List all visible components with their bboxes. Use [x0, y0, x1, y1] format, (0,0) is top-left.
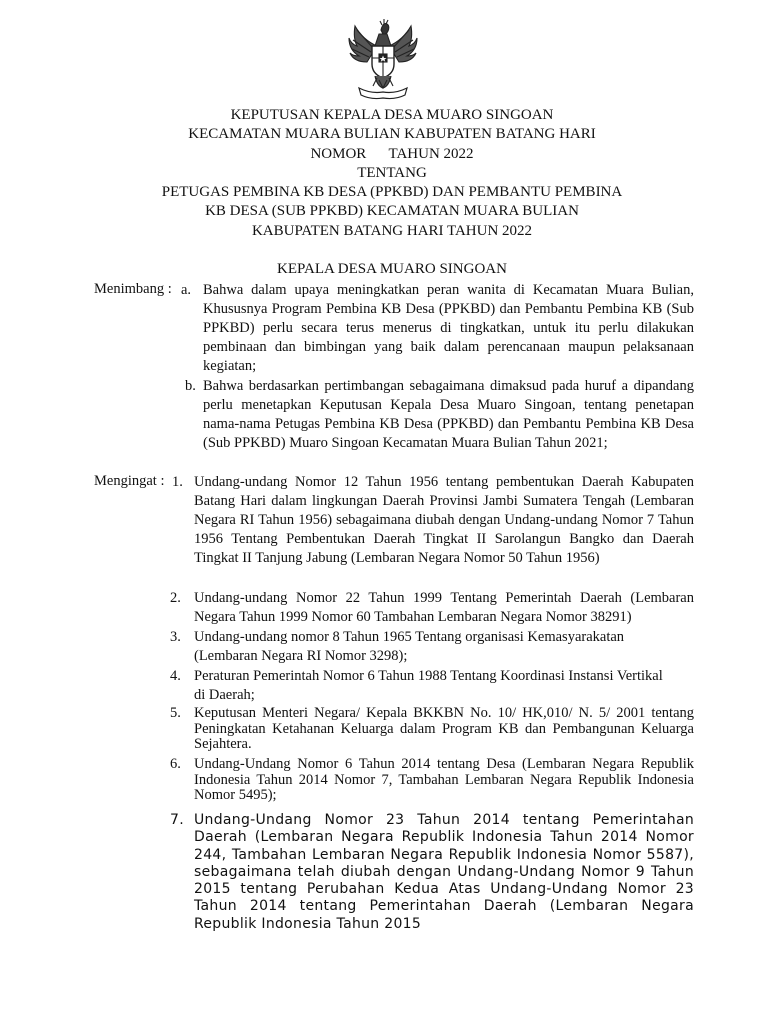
item-number: 3. — [170, 629, 181, 645]
heading-subject-1: PETUGAS PEMBINA KB DESA (PPKBD) DAN PEMBANTU PEMBINA — [161, 184, 623, 201]
item-number: 6. — [170, 756, 181, 772]
item-text: Peraturan Pemerintah Nomor 6 Tahun 1988 Tentang Koordinasi Instansi Vertikal di Daerah; — [194, 668, 663, 703]
item-number: 4. — [170, 668, 181, 684]
item-number: 1. — [172, 474, 183, 490]
menimbang-label: Menimbang : — [94, 281, 172, 297]
mengingat-item-3 — [170, 628, 674, 666]
menimbang-item-b — [185, 377, 694, 453]
mengingat-item-4 — [170, 667, 664, 705]
item-number: a. — [181, 282, 192, 298]
item-number: 7. — [170, 812, 184, 828]
item-text: Bahwa dalam upaya meningkatkan peran wanita di Kecamatan Muara Bulian, Khususnya Program Pembina KB Desa (PPKBD) dan Pembantu Pembina KB (Sub PPKBD) perlu secara terus menerus di tingkatkan, untuk itu perlu dilakukan pembinaan dan bimbingan yang baik dalam perencanaan maupun pelaksanaan kegiatan; — [203, 282, 694, 374]
item-number: 2. — [170, 590, 181, 606]
garuda-emblem-icon — [345, 16, 421, 100]
heading-number: NOMOR TAHUN 2022 — [310, 145, 474, 162]
item-text: Undang-Undang Nomor 6 Tahun 2014 tentang Desa (Lembaran Negara Republik Indonesia Tahun 2014 Nomor 7, Tambahan Lembaran Negara Republik Indonesia Nomor 5495); — [194, 756, 694, 803]
heading-district: KECAMATAN MUARA BULIAN KABUPATEN BATANG HARI — [188, 126, 596, 143]
heading-title: KEPUTUSAN KEPALA DESA MUARO SINGOAN — [230, 107, 554, 123]
heading-subject-3: KABUPATEN BATANG HARI TAHUN 2022 — [251, 222, 533, 239]
document-heading — [100, 106, 684, 241]
mengingat-item-7 — [170, 812, 694, 933]
mengingat-item-6 — [170, 756, 694, 804]
item-text: Undang-Undang Nomor 23 Tahun 2014 tentang Pemerintahan Daerah (Lembaran Negara Republik Indonesia Tahun 2014 Nomor 244, Tambahan Lembaran Negara Republik Indonesia Nomor 5587), sebagaimana telah diubah dengan Undang-Undang Nomor 9 Tahun 2015 tentang Perubahan Kedua Atas Undang-Undang Nomor 23 Tahun 2014 tentang Pemerintahan Daerah (Lembaran Negara Republik Indonesia Tahun 2015 — [194, 812, 694, 932]
item-text: Undang-undang Nomor 22 Tahun 1999 Tentang Pemerintah Daerah (Lembaran Negara Tahun 1999 Nomor 60 Tambahan Lembaran Negara Nomor 38291) — [194, 590, 694, 625]
item-text: Keputusan Menteri Negara/ Kepala BKKBN No. 10/ HK,010/ N. 5/ 2001 tentang Peningkatan Ketahanan Keluarga dalam Program KB dan Pembangunan Keluarga Sejahtera. — [194, 705, 694, 752]
heading-tentang: TENTANG — [357, 164, 427, 181]
mengingat-item-5 — [170, 705, 694, 753]
heading-subject-2: KB DESA (SUB PPKBD) KECAMATAN MUARA BULIAN — [205, 203, 579, 220]
item-number: 5. — [170, 705, 181, 721]
signer-title: KEPALA DESA MUARO SINGOAN — [277, 261, 507, 277]
mengingat-label: Mengingat : — [94, 473, 165, 489]
item-text: Bahwa berdasarkan pertimbangan sebagaimana dimaksud pada huruf a dipandang perlu menetapkan Keputusan Kepala Desa Muaro Singoan, tentang penetapan nama-nama Petugas Pembina KB Desa (PPKBD) dan Pembantu Pembina KB Desa (Sub PPKBD) Muaro Singoan Kecamatan Muara Bulian Tahun 2021; — [203, 378, 694, 451]
item-text: Undang-undang Nomor 12 Tahun 1956 tentang pembentukan Daerah Kabupaten Batang Hari dalam lingkungan Daerah Provinsi Jambi Sumatera Tengah (Lembaran Negara RI Tahun 1956) sebagaimana diubah dengan Undang-undang Nomor 7 Tahun 1956 Tentang Pembentukan Daerah Tingkat II Sarolangun Bangko dan Daerah Tingkat II Tanjung Jabung (Lembaran Negara Nomor 50 Tahun 1956) — [194, 474, 694, 566]
mengingat-item-1 — [172, 473, 694, 568]
menimbang-item-a — [181, 281, 694, 376]
item-number: b. — [185, 378, 196, 394]
item-text: Undang-undang nomor 8 Tahun 1965 Tentang organisasi Kemasyarakatan (Lembaran Negara RI Nomor 3298); — [194, 629, 625, 664]
mengingat-item-2 — [170, 589, 694, 627]
